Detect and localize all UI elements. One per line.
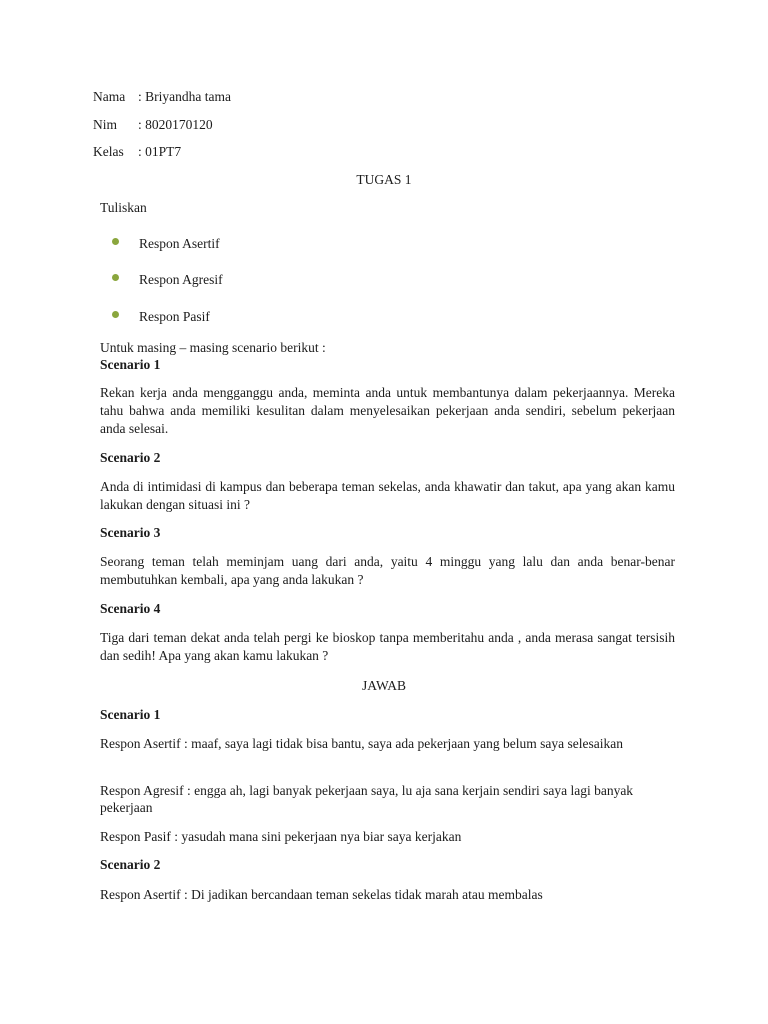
name-label: Nama (93, 89, 126, 104)
answer-response: Respon Pasif : yasudah mana sini pekerjaan nya biar saya kerjakan (100, 829, 462, 844)
answer-scenario-heading: Scenario 1 (100, 707, 161, 722)
name-value: : Briyandha tama (138, 89, 231, 104)
class-label: Kelas (93, 144, 124, 159)
bullet-label: Respon Pasif (139, 309, 210, 324)
instruction-text: Tuliskan (100, 200, 147, 215)
scenario-text: Rekan kerja anda mengganggu anda, meminta anda untuk membantunya dalam pekerjaannya. Mereka tahu bahwa anda memiliki kesulitan dalam menyelesaikan pekerjaan anda sendiri, sebelum pekerjaan anda selesai. (100, 385, 675, 436)
bullet-label: Respon Asertif (139, 236, 220, 251)
bullet-dot-icon (112, 311, 119, 318)
answer-title: JAWAB (362, 678, 406, 693)
intro-text: Untuk masing – masing scenario berikut : (100, 340, 326, 355)
bullet-dot-icon (112, 238, 119, 245)
bullet-dot-icon (112, 274, 119, 281)
scenario-heading: Scenario 1 (100, 357, 161, 372)
scenario-text: Tiga dari teman dekat anda telah pergi ke bioskop tanpa memberitahu anda , anda merasa sangat tersisih dan sedih! Apa yang akan kamu lakukan ? (100, 630, 675, 663)
scenario-heading: Scenario 3 (100, 525, 161, 540)
scenario-heading: Scenario 4 (100, 601, 161, 616)
answer-response: Respon Asertif : maaf, saya lagi tidak bisa bantu, saya ada pekerjaan yang belum saya selesaikan (100, 736, 623, 751)
answer-scenario-heading: Scenario 2 (100, 857, 161, 872)
scenario-text: Seorang teman telah meminjam uang dari anda, yaitu 4 minggu yang lalu dan anda benar-benar membutuhkan kembali, apa yang anda lakukan ? (100, 554, 675, 587)
nim-label: Nim (93, 117, 118, 132)
answer-response: Respon Asertif : Di jadikan bercandaan teman sekelas tidak marah atau membalas (100, 887, 543, 902)
class-value: : 01PT7 (138, 144, 182, 159)
nim-value: : 8020170120 (138, 117, 213, 132)
scenario-heading: Scenario 2 (100, 450, 161, 465)
document-title: TUGAS 1 (356, 172, 412, 187)
scenario-text: Anda di intimidasi di kampus dan beberapa teman sekelas, anda khawatir dan takut, apa yang akan kamu lakukan dengan situasi ini ? (100, 479, 675, 512)
bullet-label: Respon Agresif (139, 272, 223, 287)
answer-response: Respon Agresif : engga ah, lagi banyak pekerjaan saya, lu aja sana kerjain sendiri saya lagi banyak pekerjaan (100, 783, 634, 815)
